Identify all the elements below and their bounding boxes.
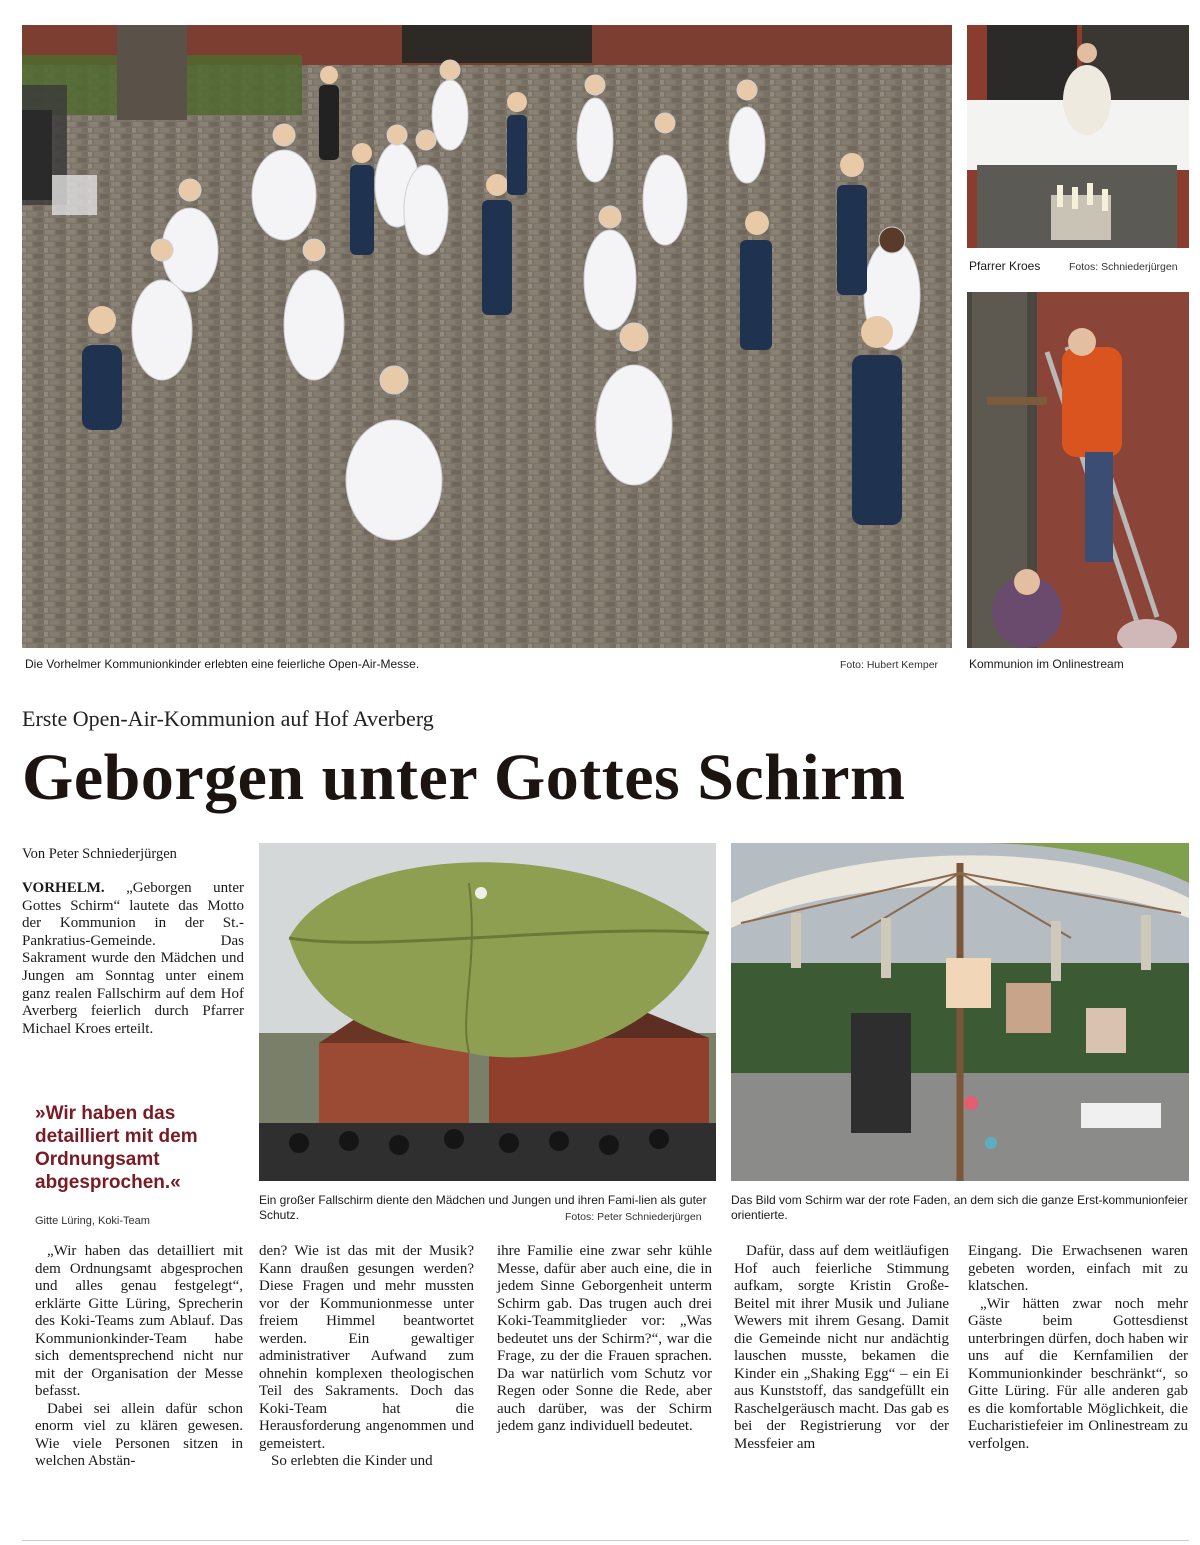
umbrella-photo-caption: Das Bild vom Schirm war der rote Faden, an dem sich die ganze Erst-kommunionfeier orientierte. <box>731 1193 1188 1222</box>
main-photo-caption: Die Vorhelmer Kommunionkinder erlebten eine feierliche Open-Air-Messe. <box>25 657 420 671</box>
article-column-1 <box>35 1243 243 1471</box>
column-2-paragraph-1: den? Wie ist das mit der Musik? Kann draußen gesungen werden? Diese Fragen und mehr mussten vor der Kommunionmesse unter freiem Himmel beantwortet werden. Ein gewaltiger administrativer Aufwand zum ohnehin komplexen theologischen Teil des Sakraments. Doch das Koki-Team hat die Herausforderung angenommen und gemeistert. <box>259 1243 474 1452</box>
column-4-paragraph-1: Dafür, dass auf dem weitläufigen Hof auch feierliche Stimmung aufkam, sorgte Kristin Große-Beitel mit ihrer Musik und Juliane Wewers mit ihrem Gesang. Damit die Gemeinde nicht nur andächtig lauschen musste, bekamen die Kinder ein „Shaking Egg“ – ein Ei aus Kunststoff, das sandgefüllt ein Raschelgeräusch macht. Das gab es bei der Registrierung vor der Messfeier am <box>734 1243 949 1452</box>
priest-photo-credit: Fotos: Schniederjürgen <box>1069 261 1178 273</box>
column-2-paragraph-2: So erlebten die Kinder und <box>271 1453 433 1469</box>
article-headline: Geborgen unter Gottes Schirm <box>22 741 906 814</box>
pull-quote: »Wir haben das detailliert mit dem Ordnungsamt abgesprochen.« <box>35 1103 198 1193</box>
article-column-2 <box>259 1243 474 1471</box>
stream-photo-caption: Kommunion im Onlinestream <box>969 657 1124 671</box>
article-byline: Von Peter Schniederjürgen <box>22 846 177 862</box>
stream-photo <box>967 292 1189 648</box>
article-dateline: VORHELM. <box>22 880 105 896</box>
parachute-photo-caption: Ein großer Fallschirm diente den Mädchen und Jungen und ihren Fami-lien als guter Schutz. <box>259 1193 707 1222</box>
parachute-photo <box>259 843 716 1181</box>
bottom-divider <box>22 1540 1189 1541</box>
umbrella-photo <box>731 843 1189 1181</box>
main-photo-credit: Foto: Hubert Kemper <box>840 659 939 671</box>
priest-photo-caption: Pfarrer Kroes <box>969 259 1041 273</box>
pull-quote-author: Gitte Lüring, Koki-Team <box>35 1215 150 1227</box>
parachute-photo-credit: Fotos: Peter Schniederjürgen <box>565 1211 702 1223</box>
column-1-paragraph-1: „Wir haben das detailliert mit dem Ordnungsamt abgesprochen und alles genau festgelegt“, erklärte Gitte Lüring, Sprecherin des Koki-Teams zum Ablauf. Das Kommunionkinder-Team habe sich dementsprechend nicht nur mit der Organisation der Messe befasst. <box>35 1243 243 1399</box>
column-5-paragraph-2: „Wir hätten zwar noch mehr Gäste beim Gottesdienst unterbringen dürfen, doch haben wir uns auf die Kernfamilien der Kommunionkinder beschränkt“, so Gitte Lüring. Für alle anderen gab es die komfortable Möglichkeit, die Eucharistiefeier im Onlinestream zu verfolgen. <box>968 1295 1188 1452</box>
article-lead-text: „Geborgen unter Gottes Schirm“ lautete das Motto der Kommunion in der St.-Pankratius-Gemeinde. Das Sakrament wurde den Mädchen und Jungen am Sonntag unter einem ganz realen Fallschirm auf dem Hof Averberg feierlich durch Pfarrer Michael Kroes erteilt. <box>22 880 244 1037</box>
article-kicker: Erste Open-Air-Kommunion auf Hof Averberg <box>22 706 434 731</box>
column-3-paragraph-1: ihre Familie eine zwar sehr kühle Messe, dafür aber auch eine, die in jedem Sinne Geborgenheit unterm Schirm gab. Das trugen auch drei Koki-Teammitglieder vor: „Was bedeutet uns der Schirm?“, war die Frage, zu der die Frauen sprachen. Da war natürlich vom Schutz vor Regen oder Sonne die Rede, aber auch darüber, was der Schirm jedem ganz individuell bedeutet. <box>497 1243 712 1434</box>
article-lead <box>22 880 244 1038</box>
article-column-3 <box>497 1243 712 1436</box>
article-column-4 <box>734 1243 949 1453</box>
column-1-paragraph-2: Dabei sei allein dafür schon enorm viel zu klären gewesen. Wie viele Personen sitzen in welchen Abstän- <box>35 1400 243 1469</box>
column-5-paragraph-1: Eingang. Die Erwachsenen waren gebeten worden, einfach mit zu klatschen. <box>968 1243 1188 1294</box>
article-column-5 <box>968 1243 1188 1453</box>
main-photo <box>22 25 952 648</box>
priest-photo <box>967 25 1189 248</box>
